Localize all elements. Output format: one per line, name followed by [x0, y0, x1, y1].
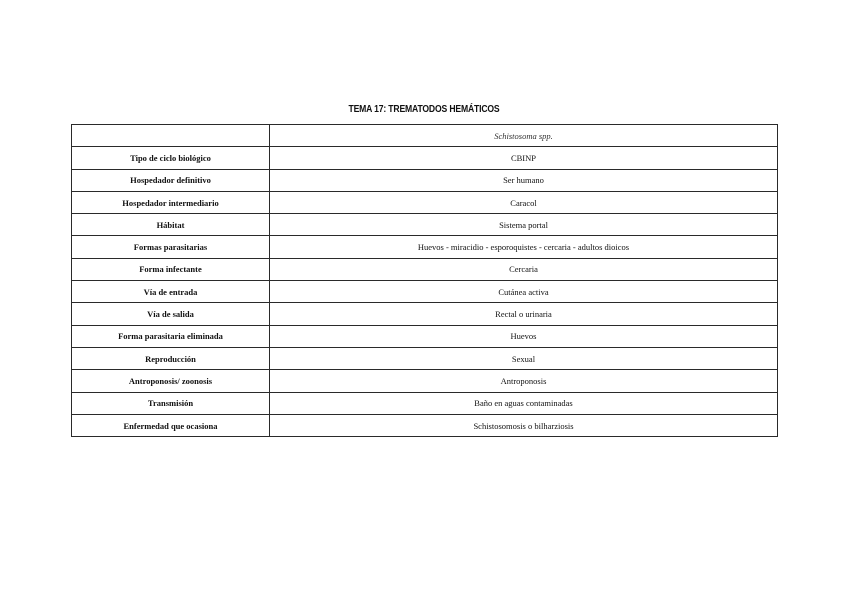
- row-value: CBINP: [270, 147, 778, 169]
- table-row: [72, 325, 778, 347]
- table-row: [72, 347, 778, 369]
- table-row: [72, 258, 778, 280]
- row-value: Rectal o urinaria: [270, 303, 778, 325]
- row-value: Ser humano: [270, 169, 778, 191]
- row-label: Hospedador definitivo: [72, 169, 270, 191]
- table-row: [72, 370, 778, 392]
- row-value: Sistema portal: [270, 214, 778, 236]
- row-label: Forma infectante: [72, 258, 270, 280]
- table-row: [72, 392, 778, 414]
- row-value: Cutánea activa: [270, 281, 778, 303]
- table-row: [72, 281, 778, 303]
- row-value: Sexual: [270, 347, 778, 369]
- row-label: Hospedador intermediario: [72, 191, 270, 213]
- row-label: Forma parasitaria eliminada: [72, 325, 270, 347]
- table-row: [72, 191, 778, 213]
- table-row: [72, 147, 778, 169]
- table-row: [72, 414, 778, 436]
- row-value: Caracol: [270, 191, 778, 213]
- page-title: TEMA 17: TREMATODOS HEMÁTICOS: [348, 103, 500, 115]
- row-label: Tipo de ciclo biológico: [72, 147, 270, 169]
- row-label: Formas parasitarias: [72, 236, 270, 258]
- row-value: Schistosomosis o bilharziosis: [270, 414, 778, 436]
- header-species-cell: Schistosoma spp.: [270, 125, 778, 147]
- table-header-row: [72, 125, 778, 147]
- parasite-table: [71, 124, 778, 437]
- row-label: Enfermedad que ocasiona: [72, 414, 270, 436]
- row-value: Cercaria: [270, 258, 778, 280]
- row-label: Antroponosis/ zoonosis: [72, 370, 270, 392]
- row-label: Hábitat: [72, 214, 270, 236]
- row-label: Vía de salida: [72, 303, 270, 325]
- table-row: [72, 169, 778, 191]
- table-row: [72, 214, 778, 236]
- row-value: Huevos: [270, 325, 778, 347]
- row-label: Vía de entrada: [72, 281, 270, 303]
- row-value: Baño en aguas contaminadas: [270, 392, 778, 414]
- table-row: [72, 303, 778, 325]
- header-label-cell: [72, 125, 270, 147]
- row-value: Antroponosis: [270, 370, 778, 392]
- row-value: Huevos - miracidio - esporoquistes - cercaria - adultos dioicos: [270, 236, 778, 258]
- row-label: Transmisión: [72, 392, 270, 414]
- table-row: [72, 236, 778, 258]
- row-label: Reproducción: [72, 347, 270, 369]
